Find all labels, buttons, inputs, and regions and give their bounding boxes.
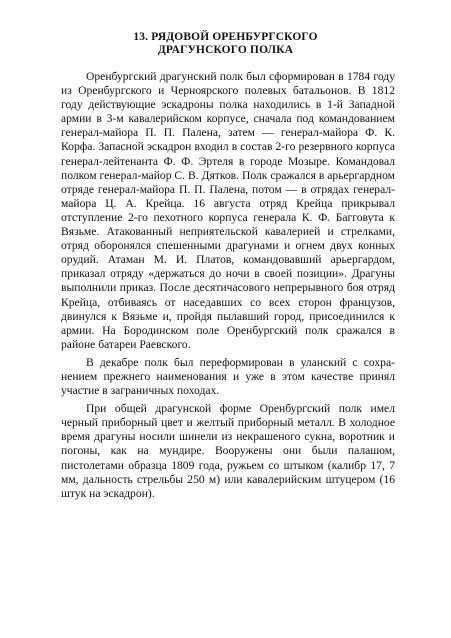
chapter-title-line-2: ДРАГУНСКОГО ПОЛКА	[157, 44, 294, 56]
chapter-title-line-1: 13. РЯДОВОЙ ОРЕНБУРГСКОГО	[133, 31, 318, 43]
paragraph-uniform: При общей драгунской форме Оренбургский полк имел черный приборный цвет и желтый приборный металл. В холодное время драгуны носили шинели из некрашеного сукна, воротник и погоны, как на мундире. Вооружены они были палашом, пистолетами образца 1809 года, ружьем со штыком (калибр 17, 7 мм, дальность стрельбы 250 м) или кавалерийским штуцером (16 штук на эскадрон).	[61, 402, 395, 500]
paragraph-history: Оренбургский драгунский полк был сформирован в 1784 году из Оренбургского и Черноярского полевых батальонов. В 1812 году действующие эскадроны полка находились в 1-й Западной армии в 3-м кавалерийском корпусе, сначала под командованием генерал-майора П. П. Палена, затем — генерал-майора Ф. К. Корфа. Запасной эскадрон входил в состав 2-го резервного корпуса генерал-лейтенанта Ф. Ф. Эртеля в городе Мозыре. Командовал полком генерал-майор С. В. Дятков. Полк сражался в арьергардном отряде генерал-майора П. П. Палена, потом — в отрядах генерал-майора Ц. А. Крейца. 16 августа отряд Крейца прикрывал отступление 2-го пехотного корпуса генерала К. Ф. Багговута к Вязьме. Атакованный неприятельской кавалерией и стрелками, отряд оборонялся спешенными драгунами и огнем двух конных орудий. Атаман М. И. Платов, командовавший арьергардом, приказал отряду «держаться до ночи в своей позиции». Драгуны выполнили приказ. После десятичасового непрерывного боя отряд Крейца, отбиваясь от наседавших со всех сторон французов, двинулся к Вязьме и, пройдя пылавший город, присоединился к армии. На Бородинском поле Оренбургский полк сражался в районе батареи Раевского.	[61, 70, 395, 351]
paragraph-reformation: В декабре полк был переформирован в уланский с сохранением прежнего наименования и уже в этом качестве принял участие в заграничных походах.	[61, 355, 395, 398]
chapter-body	[61, 70, 395, 501]
